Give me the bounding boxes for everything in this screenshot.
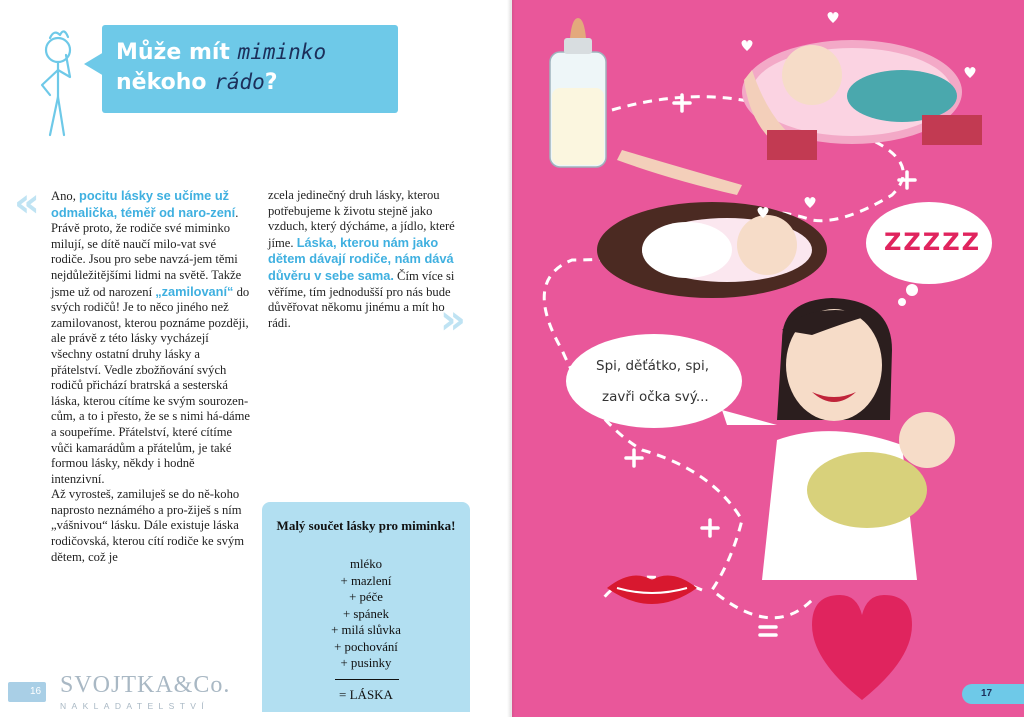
publisher-subtitle: NAKLADATELSTVÍ bbox=[60, 701, 210, 711]
heart-icon bbox=[812, 595, 912, 700]
love-sum-item: + mazlení bbox=[340, 573, 392, 588]
mother-with-baby bbox=[762, 298, 955, 580]
love-sum-title: Malý součet lásky pro miminka! bbox=[276, 518, 456, 533]
thinking-child-icon bbox=[30, 25, 90, 140]
lullaby-line-1: Spi, děťátko, spi, bbox=[596, 358, 710, 374]
title-pointer bbox=[84, 52, 104, 76]
love-sum-item: + milá slůvka bbox=[331, 623, 401, 637]
lips-icon bbox=[607, 576, 697, 605]
sleep-zzz-text: ZZZZZ bbox=[884, 228, 982, 256]
highlight-text: Láska, kterou nám jako dětem dávají rodiče, nám dává důvěru v sebe sama. bbox=[268, 234, 454, 283]
title-handwritten-word: miminko bbox=[237, 40, 327, 64]
publisher-logo: SVOJTKA&Co. bbox=[60, 672, 231, 698]
title-handwritten-word: rádo bbox=[214, 70, 265, 94]
love-sum-result: = LÁSKA bbox=[339, 687, 393, 702]
baby-diaper-change bbox=[597, 150, 827, 298]
lullaby-line-2: zavři očka svý... bbox=[602, 389, 709, 405]
book-spine-fold bbox=[507, 0, 515, 717]
thought-bubble-dot bbox=[898, 298, 906, 306]
love-sum-item: + péče bbox=[349, 590, 383, 604]
title-question-mark: ? bbox=[264, 70, 278, 95]
love-sum-item: + pusinky bbox=[340, 656, 392, 670]
page-number-badge-right bbox=[962, 684, 1024, 704]
page-title-line-2 bbox=[116, 70, 278, 95]
page-number-left: 16 bbox=[30, 686, 42, 697]
title-text: někoho bbox=[116, 70, 215, 95]
milk-bottle-icon bbox=[550, 18, 606, 167]
love-sum-item: + spánek bbox=[343, 606, 389, 621]
title-text: Může mít bbox=[116, 40, 238, 65]
baby-with-parent-hands bbox=[742, 40, 982, 160]
page-title-line-1 bbox=[116, 40, 326, 65]
speech-tail bbox=[722, 410, 777, 425]
love-sum-item: + pochování bbox=[334, 639, 398, 654]
sum-divider bbox=[335, 679, 399, 680]
body-column-1: Ano, pocitu lásky se učíme už odmalička, téměř od naro-zení. Právě proto, že rodiče své miminko milují, se dítě naučí milo-vat své rodiče. Jsou pro sebe navzá-jem těmi nejdůležitějšími lidmi na světě. Takže jsme už od narození „zamilovaní“ do svých rodičů! Je to něco jiného než zamilovanost, kterou poznáme později, ale právě z této lásky vycházejí všechny ostatní druhy lásky a přátelství. Vedle zbožňování svých rodičů přichází bratrská a sesterská láska, kterou cítíme ke svým sourozen-cům, a to i přesto, že se s nimi há-dáme a soupeříme. Přátelství, které cítíme vůči kamarádům a přátelům, je také formou lásky, někdy i hodně intenzivní. Až vyrosteš, zamiluješ se do ně-koho naprosto neznámého a pro-žiješ s ním „vášnivou“ lásku. Dále existuje láska rodičovská, kterou cítí rodiče ke svým dětem, což je bbox=[51, 188, 250, 564]
open-quote-mark: « bbox=[14, 180, 40, 226]
highlight-text: „zamilovaní“ bbox=[155, 283, 234, 299]
title-banner bbox=[102, 25, 398, 113]
close-quote-mark: » bbox=[440, 297, 466, 343]
speech-bubble bbox=[566, 334, 742, 428]
body-column-2: zcela jedinečný druh lásky, kterou potřebujeme k životu stejně jako vzduch, který dýcháme, a jídlo, které jíme. Láska, kterou nám jako dětem dávají rodiče, nám dává důvěru v sebe sama. Čím více si věříme, tím jednodušší pro nás bude důvěřovat někomu jinému a mít ho rádi. bbox=[268, 188, 455, 330]
page-number-right: 17 bbox=[981, 688, 993, 699]
love-sum-list bbox=[262, 556, 470, 672]
love-sum-item: mléko bbox=[350, 557, 382, 571]
thought-bubble-dot bbox=[906, 284, 918, 296]
highlight-text: pocitu lásky se učíme už odmalička, téměř od naro-zení bbox=[51, 188, 236, 220]
